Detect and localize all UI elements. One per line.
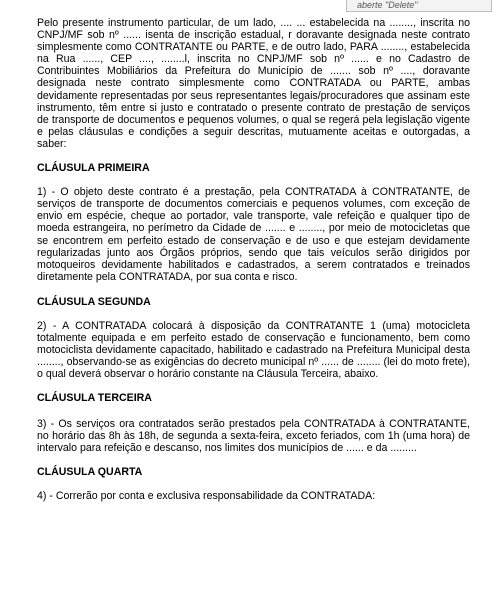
clause-1-paragraph: 1) - O objeto deste contrato é a prestação, pela CONTRATADA à CONTRATANTE, de serviços de transporte de documentos comerciais e pequenos volumes, com exceção de envio em espécie, cheque ao portador, vale transporte, vale refeição e qualquer tipo de moeda estrangeira, no perímetro da Cidade de ....... e ........, por meio de motocicletas que se encontrem em perfeito estado de conservação e de uso e que estejam devidamente regularizadas junto aos Órgãos próprios, sendo que tais veículos serão dirigidos por motoqueiros devidamente habilitados e cadastrados, a serem contratados e treinados diretamente pela CONTRATADA, por sua conta e risco. (37, 186, 470, 283)
contract-document (37, 17, 470, 502)
clause-4-heading: CLÁUSULA QUARTA (37, 465, 143, 478)
clause-4-paragraph: 4) - Correrão por conta e exclusiva responsabilidade da CONTRATADA: (37, 489, 376, 502)
clause-1-heading: CLÁUSULA PRIMEIRA (37, 162, 150, 175)
clause-2-paragraph: 2) - A CONTRATADA colocará à disposição da CONTRATANTE 1 (uma) motocicleta totalmente equipada e em perfeito estado de conservação e funcionamento, bem como motociclista devidamente capacitado, habilitado e cadastrado na Prefeitura Municipal desta ........, observando-se as exigências do decreto municipal nº ...... de ........ (lei do moto frete), o qual deverá observar o horário constante na Cláusula Terceira, abaixo. (37, 319, 470, 381)
delete-hint-box (346, 0, 492, 12)
intro-paragraph: Pelo presente instrumento particular, de um lado, .... ... estabelecida na ........, inscrita no CNPJ/MF sob nº ...... isenta de inscrição estadual, r doravante designada neste contrato simplesmente como CONTRATANTE ou PARTE, e de outro lado, PARA ........, estabelecida na Rua ......, CEP ...., ........l, inscrita no CNPJ/MF sob nº ...... e no Cadastro de Contribuintes Mobiliários da Prefeitura do Município de ....... sob nº ...., doravante designada neste contrato simplesmente como CONTRATADA ou PARTE, ambas devidamente representadas por seus representantes legais/procuradores que assinam este instrumento, têm entre si justo e contratado o presente contrato de prestação de serviços de transporte de documentos e pequenos volumes, o qual se regerá pela legislação vigente e pelas cláusulas e condições a seguir descritas, mutuamente aceitas e outorgadas, a saber: (37, 17, 470, 150)
delete-hint-label: aberte "Delete" (357, 0, 418, 10)
clause-2-heading: CLÁUSULA SEGUNDA (37, 295, 151, 308)
clause-3-heading: CLÁUSULA TERCEIRA (37, 392, 152, 405)
clause-3-paragraph: 3) - Os serviços ora contratados serão prestados pela CONTRATADA à CONTRATANTE, no horário das 8h às 18h, de segunda a sexta-feira, exceto feriados, com 1h (uma hora) de intervalo para refeição e descanso, nos limites dos municípios de ...... e da ......... (37, 417, 470, 454)
